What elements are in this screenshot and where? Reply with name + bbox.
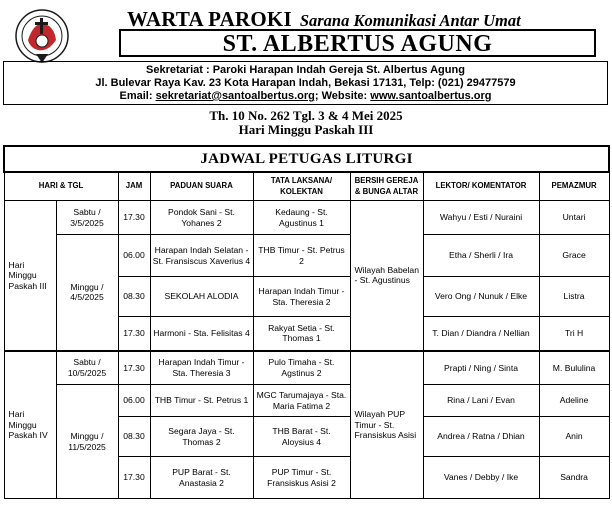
time-cell: 06.00	[118, 385, 150, 417]
lector-cell: Andrea / Ratna / Dhian	[423, 417, 539, 457]
time-cell: 17.30	[118, 351, 150, 385]
choir-cell: Harapan Indah Selatan - St. Fransiscus Xaverius 4	[150, 235, 253, 277]
time-cell: 17.30	[118, 457, 150, 499]
email-link[interactable]: sekretariat@santoalbertus.org	[155, 90, 315, 102]
email-label: Email:	[119, 90, 153, 102]
header-cleaning: BERSIH GEREJA & BUNGA ALTAR	[350, 172, 423, 201]
psalmist-cell: Tri H	[539, 317, 609, 351]
usher-cell: PUP Timur - St. Fransiskus Asisi 2	[253, 457, 350, 499]
lector-cell: Rina / Lani / Evan	[423, 385, 539, 417]
date-cell: Sabtu / 10/5/2025	[56, 351, 118, 385]
newsletter-name: WARTA PAROKI	[127, 7, 292, 31]
edition-number: Th. 10 No. 262 Tgl. 3 & 4 Mei 2025	[209, 108, 403, 123]
choir-cell: Pondok Sani - St. Yohanes 2	[150, 201, 253, 235]
edition-info	[0, 109, 612, 137]
newsletter-tagline: Sarana Komunikasi Antar Umat	[299, 11, 521, 30]
lector-cell: Etha / Sherli / Ira	[423, 235, 539, 277]
week-day-label: Hari Minggu Paskah IV	[4, 351, 56, 499]
table-row	[4, 351, 609, 385]
choir-cell: Harmoni - Sta. Felisitas 4	[150, 317, 253, 351]
liturgical-day: Hari Minggu Paskah III	[238, 122, 374, 137]
psalmist-cell: Untari	[539, 201, 609, 235]
header-usher: TATA LAKSANA/ KOLEKTAN	[253, 172, 350, 201]
address-box	[3, 61, 608, 105]
table-row	[4, 201, 609, 235]
time-cell: 08.30	[118, 277, 150, 317]
date-cell: Minggu / 4/5/2025	[56, 235, 118, 351]
parish-name: ST. ALBERTUS AGUNG	[222, 31, 493, 57]
choir-cell: SEKOLAH ALODIA	[150, 277, 253, 317]
secretariat-line: Sekretariat : Paroki Harapan Indah Gereja St. Albertus Agung	[146, 64, 465, 76]
date-cell: Sabtu / 3/5/2025	[56, 201, 118, 235]
parish-seal-icon	[14, 8, 70, 68]
lector-cell: T. Dian / Diandra / Nellian	[423, 317, 539, 351]
psalmist-cell: Anin	[539, 417, 609, 457]
time-cell: 17.30	[118, 317, 150, 351]
psalmist-cell: Grace	[539, 235, 609, 277]
table-row	[4, 385, 609, 417]
time-cell: 08.30	[118, 417, 150, 457]
psalmist-cell: Adeline	[539, 385, 609, 417]
website-link[interactable]: www.santoalbertus.org	[370, 90, 492, 102]
parish-name-box	[119, 29, 596, 57]
usher-cell: Pulo Timaha - St. Agstinus 2	[253, 351, 350, 385]
cleaning-cell: Wilayah Babelan - St. Agustinus	[350, 201, 423, 351]
week-day-label: Hari Minggu Paskah III	[4, 201, 56, 351]
header-choir: PADUAN SUARA	[150, 172, 253, 201]
psalmist-cell: Sandra	[539, 457, 609, 499]
choir-cell: PUP Barat - St. Anastasia 2	[150, 457, 253, 499]
usher-cell: Rakyat Setia - St. Thomas 1	[253, 317, 350, 351]
schedule-title: JADWAL PETUGAS LITURGI	[4, 146, 609, 172]
lector-cell: Wahyu / Esti / Nuraini	[423, 201, 539, 235]
header-time: JAM	[118, 172, 150, 201]
lector-cell: Vanes / Debby / Ike	[423, 457, 539, 499]
header-psalmist: PEMAZMUR	[539, 172, 609, 201]
header-lector: LEKTOR/ KOMENTATOR	[423, 172, 539, 201]
cleaning-cell: Wilayah PUP Timur - St. Fransiskus Asisi	[350, 351, 423, 499]
lector-cell: Prapti / Ning / Sinta	[423, 351, 539, 385]
psalmist-cell: M. Bululina	[539, 351, 609, 385]
usher-cell: THB Barat - St. Aloysius 4	[253, 417, 350, 457]
contact-line	[4, 90, 607, 103]
header-day-date: HARI & TGL	[4, 172, 118, 201]
usher-cell: Harapan Indah Timur - Sta. Theresia 2	[253, 277, 350, 317]
time-cell: 06.00	[118, 235, 150, 277]
choir-cell: Segara Jaya - St. Thomas 2	[150, 417, 253, 457]
choir-cell: THB Timur - St. Petrus 1	[150, 385, 253, 417]
time-cell: 17.30	[118, 201, 150, 235]
choir-cell: Harapan Indah Timur - Sta. Theresia 3	[150, 351, 253, 385]
liturgy-schedule-table	[3, 145, 610, 499]
usher-cell: THB Timur - St. Petrus 2	[253, 235, 350, 277]
table-row	[4, 235, 609, 277]
psalmist-cell: Listra	[539, 277, 609, 317]
lector-cell: Vero Ong / Nunuk / Elke	[423, 277, 539, 317]
usher-cell: MGC Tarumajaya - Sta. Maria Fatima 2	[253, 385, 350, 417]
date-cell: Minggu / 11/5/2025	[56, 385, 118, 499]
usher-cell: Kedaung - St. Agustinus 1	[253, 201, 350, 235]
address-line: Jl. Bulevar Raya Kav. 23 Kota Harapan Indah, Bekasi 17131, Telp: (021) 29477579	[95, 77, 516, 89]
website-label: ; Website:	[314, 90, 368, 102]
